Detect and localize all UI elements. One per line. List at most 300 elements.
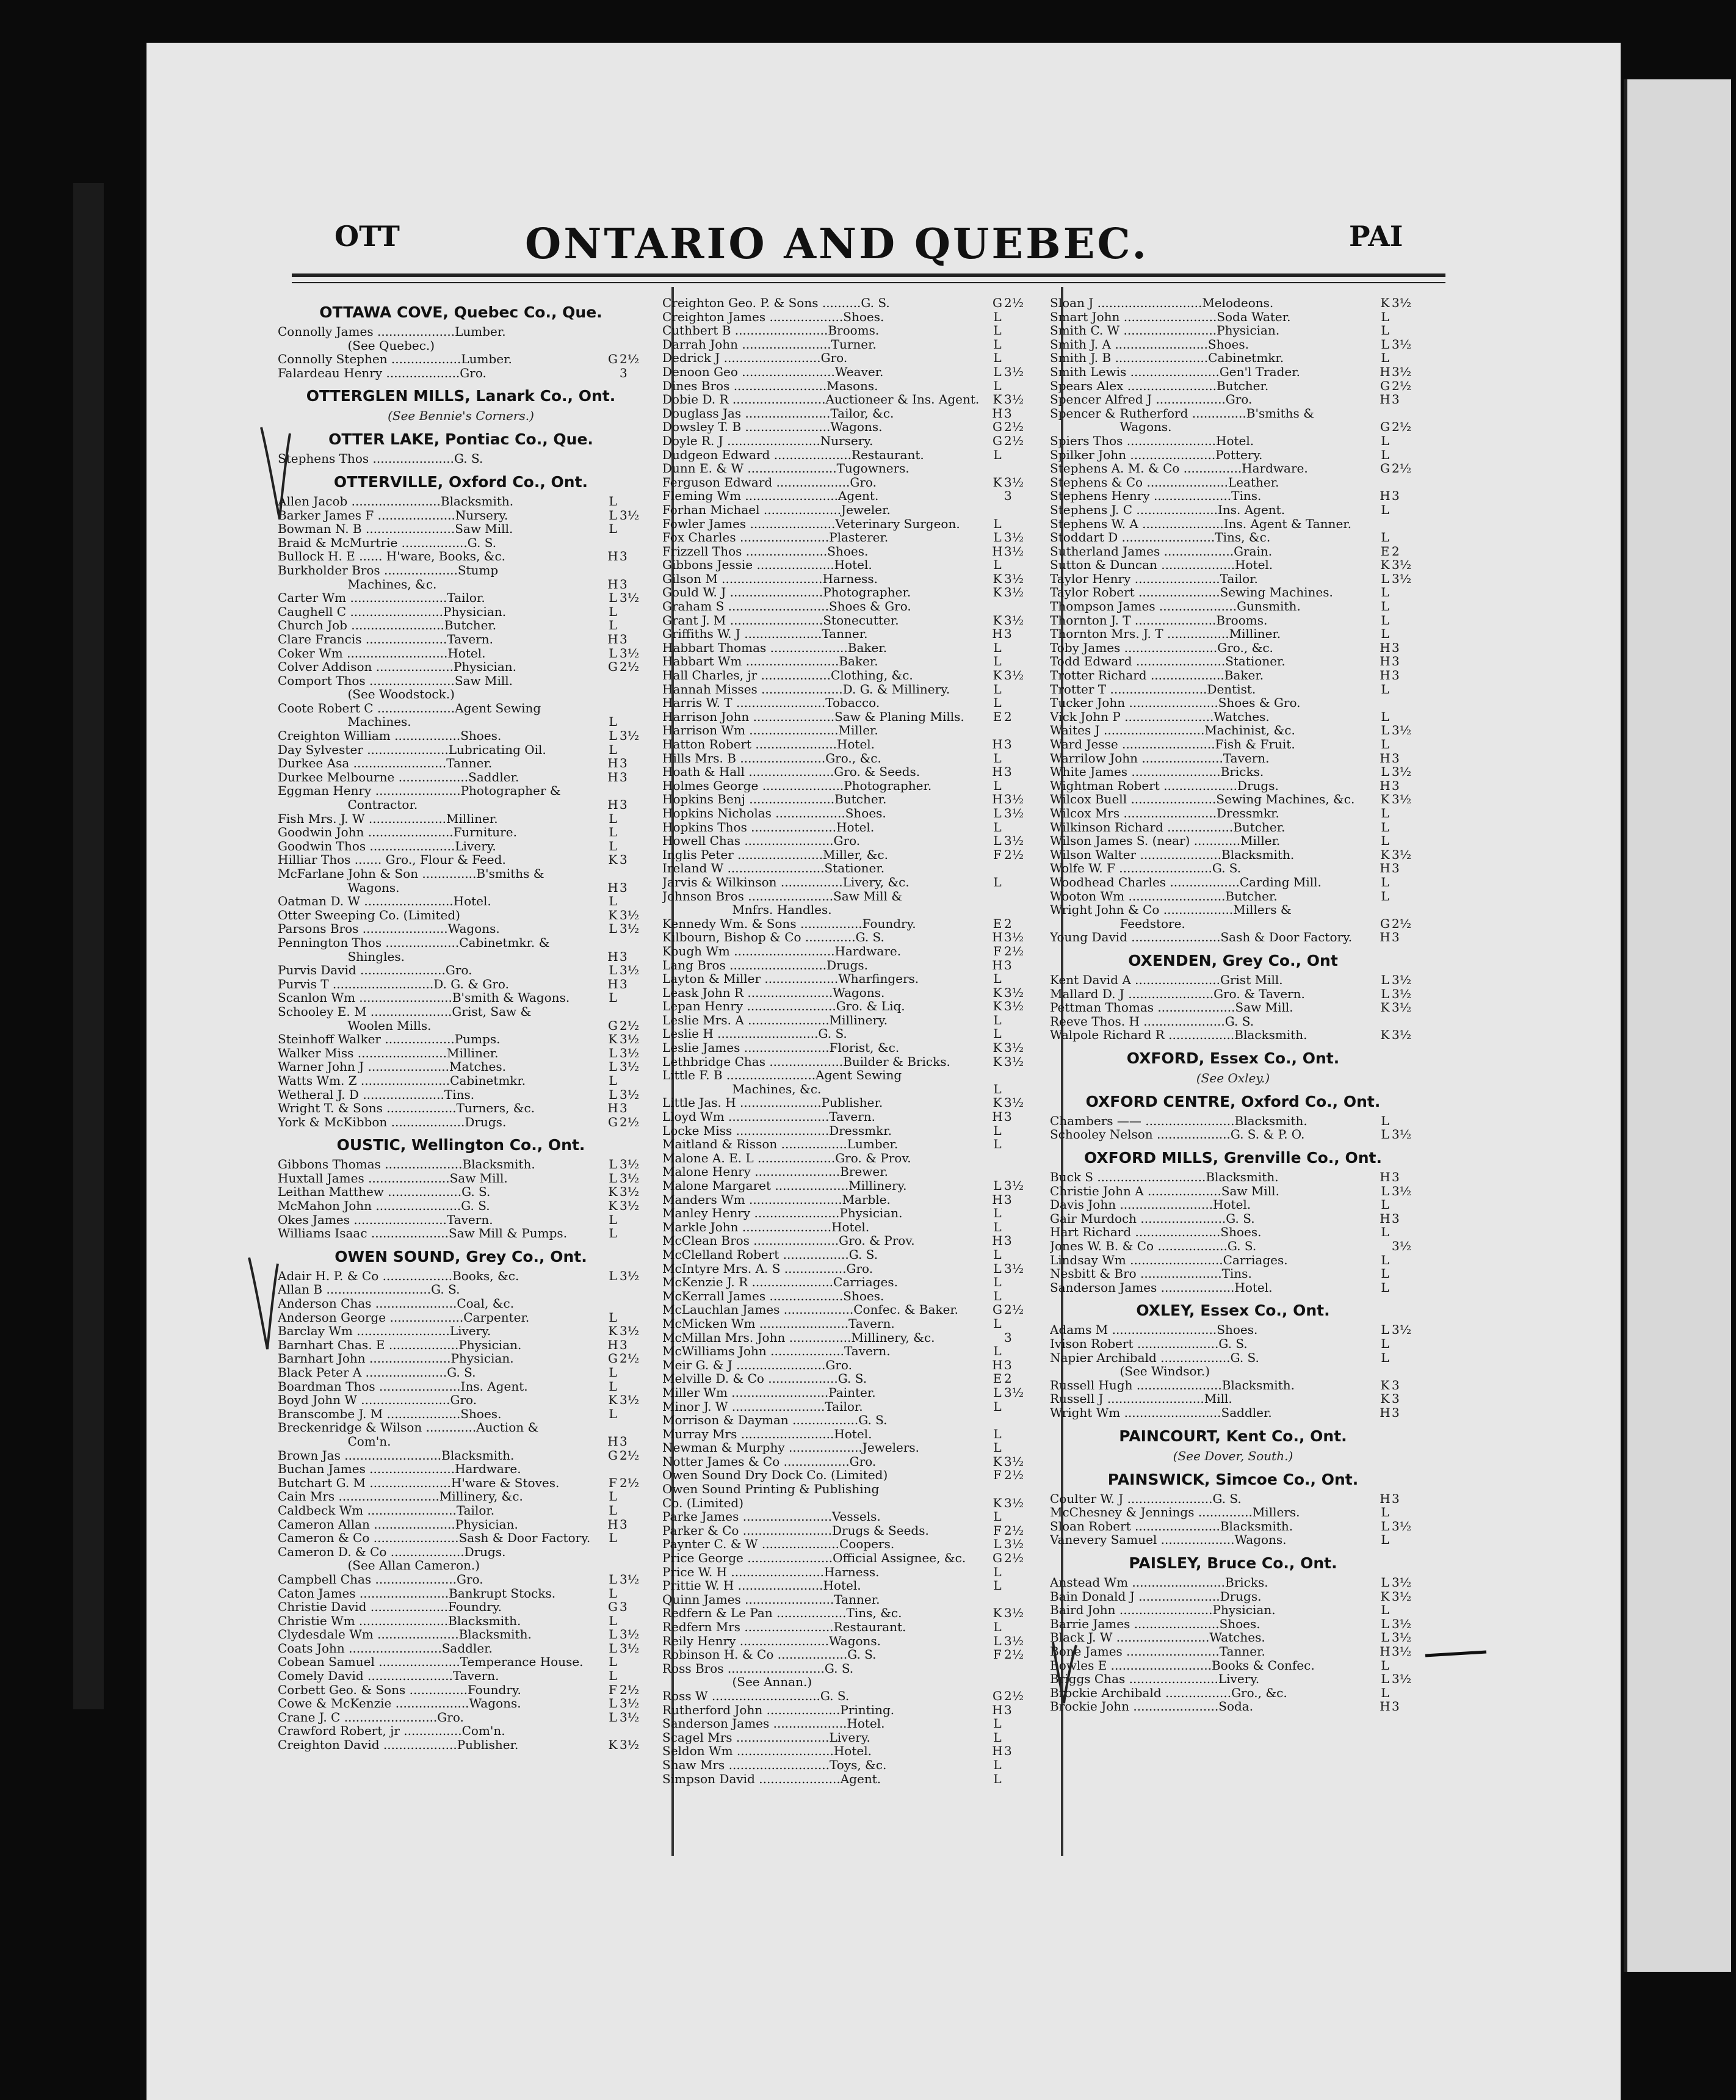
directory-entry (278, 1283, 644, 1297)
entry-name: Hopkins Nicholas .................. (662, 806, 845, 820)
entry-credit-class: L (609, 493, 617, 509)
directory-entry (278, 1407, 644, 1421)
directory-entry (278, 1393, 644, 1407)
entry-credit-class: G (608, 352, 618, 367)
entry-rating: 3½ (620, 1696, 640, 1711)
entry-business (460, 908, 606, 922)
entry-name: Brown Jas ......................... (278, 1448, 442, 1463)
entry-name: McKerrall James ................... (662, 1289, 844, 1303)
entry-business: Millinery, &c. (439, 1489, 523, 1504)
entry-name: Coats John ........................ (278, 1641, 442, 1656)
entry-rating: 2½ (1392, 378, 1412, 393)
directory-entry (1050, 1406, 1416, 1420)
entry-credit-class: L (609, 645, 617, 661)
directory-entry (662, 1648, 1029, 1662)
entry-rating (620, 1005, 644, 1019)
entry-business: (See Annan.) (732, 1675, 812, 1690)
entry-name: Thompson James .................... (1050, 599, 1237, 614)
entry-credit-class: L (609, 714, 617, 730)
entry-rating (1392, 710, 1416, 724)
entry-credit-class: K (1380, 847, 1390, 862)
entry-business: Cabinetmkr. (450, 1073, 526, 1088)
entry-credit-class: H (992, 405, 1003, 421)
entry-credit-class: G (608, 1114, 618, 1129)
directory-entry (662, 779, 1029, 793)
entry-credit-class: K (608, 1392, 618, 1408)
entry-name: Stephens Henry .................... (1050, 489, 1232, 503)
directory-entry (1050, 710, 1416, 724)
directory-entry (662, 517, 1029, 531)
entry-rating (620, 839, 644, 853)
entry-name: Gilson M .......................... (662, 571, 823, 586)
entry-credit-class: L (609, 1613, 617, 1628)
entry-name (662, 903, 732, 917)
entry-rating: 3½ (620, 907, 640, 922)
entry-business: Tins. (1221, 1266, 1252, 1281)
entry-rating: 3 (1004, 1702, 1012, 1717)
directory-entry (662, 999, 1029, 1013)
directory-entry (1050, 1617, 1416, 1631)
directory-entry (1050, 448, 1416, 462)
directory-entry (1050, 1239, 1416, 1253)
entry-name: Layton & Miller ................... (662, 972, 839, 986)
directory-entry (1050, 820, 1416, 835)
entry-rating: 3½ (1392, 1643, 1412, 1659)
entry-credit-class: L (993, 1012, 1002, 1027)
entry-name: Briggs Chas ....................... (1050, 1672, 1218, 1686)
entry-credit-class: L (609, 1585, 617, 1601)
handwritten-check-mark (244, 1251, 281, 1355)
directory-entry (278, 1005, 644, 1019)
entry-rating: 3½ (620, 645, 640, 661)
entry-rating: 3½ (620, 1045, 640, 1060)
directory-entry (278, 1435, 644, 1449)
entry-name: Harrison Wm ....................... (662, 723, 839, 737)
entry-credit-class: L (993, 1081, 1002, 1096)
entry-name: Wright Wm ......................... (1050, 1405, 1221, 1420)
entry-name: Stoddart D ........................ (1050, 530, 1215, 545)
entry-rating (620, 894, 644, 908)
entry-business: Butcher. (1225, 888, 1278, 903)
entry-business: Shoes. (843, 309, 884, 324)
entry-rating (1004, 1275, 1029, 1289)
entry-name: Waites J .......................... (1050, 723, 1205, 737)
entry-name: Malone Henry ...................... (662, 1165, 841, 1179)
entry-credit-class: L (1381, 1685, 1389, 1700)
directory-entry (1050, 1492, 1416, 1506)
entry-credit-class (606, 1283, 620, 1297)
entry-credit-class: L (1381, 1574, 1389, 1590)
entry-rating (1392, 1198, 1416, 1212)
directory-entry (662, 296, 1029, 310)
entry-credit-class: L (609, 618, 617, 633)
entry-name: Stephens A. M. & Co ............... (1050, 462, 1242, 476)
entry-rating: 2½ (620, 659, 640, 675)
entry-credit-class (1378, 1239, 1392, 1253)
entry-rating (620, 618, 644, 632)
entry-rating: 3½ (620, 728, 640, 744)
entry-rating: 2½ (1004, 419, 1024, 435)
entry-business: Baker. (1224, 668, 1264, 683)
entry-business: Gro. (450, 1392, 477, 1408)
entry-name: Bowman N. B ....................... (278, 522, 455, 536)
entry-rating (620, 1226, 644, 1240)
entry-credit-class: K (608, 1032, 618, 1047)
directory-entry (662, 903, 1029, 917)
entry-business: Dentist. (1207, 681, 1256, 697)
entry-name: Hopkins Thos ...................... (662, 820, 837, 835)
entry-rating (1004, 889, 1029, 903)
entry-business: Tins, &c. (1215, 530, 1271, 545)
entry-credit-class: L (1381, 1657, 1389, 1673)
entry-business: Wagons. (469, 1696, 521, 1711)
entry-business: Builder & Bricks. (843, 1054, 950, 1069)
entry-rating (1392, 737, 1416, 751)
entry-business: Hotel. (847, 1716, 885, 1731)
entry-name: Doyle R. J ........................ (662, 433, 820, 448)
entry-business: (See Allan Cameron.) (347, 1558, 480, 1573)
entry-name: Young David ....................... (1050, 930, 1221, 944)
entry-rating (1392, 448, 1416, 462)
entry-business: Publisher. (457, 1737, 519, 1753)
entry-rating (620, 743, 644, 757)
entry-credit-class: L (993, 874, 1002, 889)
entry-business: Hotel. (1235, 557, 1273, 573)
entry-business: Miller, &c. (823, 847, 888, 862)
entry-business: Blacksmith. (1220, 1518, 1293, 1533)
entry-rating (1004, 1124, 1029, 1138)
directory-entry (662, 1193, 1029, 1207)
town-heading: OWEN SOUND, Grey Co., Ont. (335, 1247, 587, 1265)
entry-name: Dudgeon Edward .................... (662, 447, 852, 462)
entry-credit-class: L (993, 1026, 1002, 1041)
entry-name: Stephens W. A ..................... (1050, 516, 1224, 531)
entry-business: Nursery. (820, 433, 873, 448)
entry-name: Brockie Archibald ................. (1050, 1685, 1232, 1700)
entry-rating (620, 1380, 644, 1394)
directory-entry (278, 1683, 644, 1697)
entry-business: Temperance House. (460, 1654, 584, 1670)
entry-credit-class: L (1381, 336, 1389, 352)
entry-business: Hotel. (1216, 433, 1254, 448)
entry-credit-class: L (993, 447, 1002, 462)
directory-entry (662, 420, 1029, 434)
entry-name: Anderson George ................... (278, 1310, 464, 1325)
entry-business: Photographer. (823, 585, 911, 600)
entry-name: Shaw Mrs .......................... (662, 1758, 830, 1772)
entry-name: Smith C. W ........................ (1050, 324, 1217, 338)
entry-rating: 3½ (620, 963, 640, 978)
directory-entry (1050, 489, 1416, 503)
entry-name: Cobean Samuel ..................... (278, 1655, 460, 1670)
entry-rating (620, 325, 644, 339)
entry-business: Wagons. (1234, 1532, 1287, 1548)
entry-credit-class: G (608, 1351, 618, 1366)
entry-business: Machines, &c. (732, 1081, 822, 1096)
directory-entry (662, 1400, 1029, 1414)
entry-credit-class: K (993, 668, 1002, 683)
adjacent-page-edge (1624, 79, 1731, 1972)
town-heading: PAINCOURT, Kent Co., Ont. (1119, 1427, 1347, 1445)
directory-entry (1050, 1351, 1416, 1365)
entry-name: Stephens Thos ..................... (278, 452, 454, 466)
entry-name: Stephens & Co ..................... (1050, 475, 1228, 490)
entry-name: Todd Edward ....................... (1050, 654, 1226, 669)
entry-credit-class (991, 903, 1004, 917)
entry-rating: 3 (1004, 626, 1012, 642)
entry-business: Wagons. (828, 1633, 881, 1648)
entry-rating: 3 (1004, 1233, 1012, 1248)
entry-credit-class: L (609, 921, 617, 936)
entry-rating: 3½ (1004, 1454, 1024, 1469)
entry-business: Blacksmith. (1234, 1113, 1307, 1128)
entry-credit-class: H (1380, 1405, 1391, 1420)
directory-entry (278, 591, 644, 605)
entry-credit-class (991, 1482, 1004, 1496)
directory-entry (278, 687, 644, 701)
entry-business: Publisher. (821, 1095, 883, 1110)
directory-entry (1050, 476, 1416, 490)
entry-business: Tailor, &c. (830, 405, 894, 421)
entry-credit-class (606, 784, 620, 798)
entry-rating (1004, 972, 1029, 986)
directory-entry (662, 558, 1029, 572)
entry-name (278, 798, 347, 812)
entry-rating: 3 (620, 1337, 627, 1352)
directory-entry (278, 452, 644, 466)
entry-credit-class: H (607, 949, 618, 964)
entry-business: Plasterer. (829, 530, 889, 545)
entry-credit-class: L (993, 681, 1002, 697)
entry-rating (1392, 903, 1416, 917)
entry-name: Crawford Robert, jr ............... (278, 1724, 462, 1739)
entry-name: Black J. W ........................ (1050, 1631, 1210, 1645)
entry-credit-class: K (608, 1184, 618, 1200)
entry-name: Anderson Chas ..................... (278, 1297, 457, 1311)
entry-name: Boardman Thos ..................... (278, 1379, 461, 1394)
entry-rating: 3 (1392, 861, 1400, 876)
directory-entry (278, 1297, 644, 1311)
entry-rating (1004, 462, 1029, 476)
entry-rating (620, 605, 644, 619)
entry-name: Darrah John ....................... (662, 337, 831, 352)
entry-business: Machines, &c. (347, 576, 437, 592)
directory-entry (662, 696, 1029, 710)
entry-name: Wilcox Mrs ........................ (1050, 806, 1217, 820)
entry-name: Kennedy Wm. & Sons ................ (662, 916, 863, 931)
entry-name: Locke Miss ........................ (662, 1123, 830, 1138)
entry-credit-class (606, 687, 620, 701)
entry-credit-class: K (993, 1095, 1002, 1110)
entry-business: G. S. (1218, 1336, 1248, 1351)
entry-credit-class: L (993, 1385, 1002, 1400)
directory-entry (1050, 1198, 1416, 1212)
entry-name: Wilkinson Richard ................. (1050, 820, 1234, 835)
entry-rating: 3 (1392, 750, 1400, 766)
entry-rating (1004, 1317, 1029, 1331)
entry-name: Burkholder Bros ................... (278, 563, 458, 578)
entry-business: Saw Mill. (454, 673, 513, 688)
directory-entry (1050, 723, 1416, 737)
entry-credit-class: L (1381, 874, 1389, 889)
entry-name: Ward Jesse ........................ (1050, 737, 1215, 751)
entry-credit-class: G (993, 433, 1002, 448)
entry-credit-class: H (992, 1702, 1003, 1717)
entry-rating (620, 936, 644, 950)
entry-rating (1004, 1717, 1029, 1731)
entry-name: Gair Murdoch ...................... (1050, 1211, 1226, 1226)
entry-credit-class: L (1381, 1532, 1389, 1548)
entry-business: Marble. (842, 1192, 891, 1207)
entry-rating (620, 1462, 644, 1476)
entry-rating: 3½ (1004, 1633, 1024, 1648)
entry-credit-class: H (992, 1743, 1003, 1759)
entry-business: Tanner. (1219, 1643, 1265, 1659)
entry-business (505, 549, 606, 563)
entry-business: D. G. & Gro. (433, 976, 509, 991)
directory-entry (662, 834, 1029, 848)
entry-rating: 3½ (1004, 1537, 1024, 1552)
entry-business: Physician. (450, 1351, 514, 1366)
entry-credit-class: L (1381, 737, 1389, 751)
directory-entry (278, 798, 644, 812)
entry-credit-class: L (609, 1170, 617, 1186)
directory-entry (278, 867, 644, 881)
entry-rating (1004, 1620, 1029, 1634)
entry-business: G. S. (461, 1198, 490, 1214)
entry-business: Livery. (1218, 1671, 1260, 1687)
entry-name: Lang Bros ......................... (662, 958, 827, 972)
town-heading: OXENDEN, Grey Co., Ont (1128, 951, 1338, 969)
entry-name: Watts Wm. Z ....................... (278, 1073, 450, 1088)
directory-entry (662, 1165, 1029, 1179)
entry-rating: 3½ (620, 1059, 640, 1074)
entry-credit-class (991, 1331, 1004, 1345)
entry-business: Lumber. (455, 324, 506, 339)
entry-business: Vessels. (831, 1509, 881, 1524)
directory-entry (662, 1662, 1029, 1676)
directory-entry (278, 1380, 644, 1394)
entry-name (278, 1435, 347, 1449)
entry-name: Harrison John ..................... (662, 709, 835, 724)
entry-name: Boyd John W ....................... (278, 1393, 450, 1407)
entry-rating: 3 (1004, 1357, 1012, 1372)
entry-credit-class: H (992, 930, 1003, 945)
entry-name: Hart Richard ...................... (1050, 1225, 1221, 1240)
entry-name: Co. (Limited) (662, 1496, 744, 1510)
entry-rating (1392, 324, 1416, 338)
entry-name: Barnhart Chas. E .................. (278, 1338, 459, 1352)
directory-entry (278, 1449, 644, 1463)
directory-entry (662, 944, 1029, 958)
entry-name: Stephens J. C ..................... (1050, 502, 1218, 517)
entry-name: Spilker John ...................... (1050, 447, 1216, 462)
entry-credit-class: L (609, 1309, 617, 1325)
directory-entry (662, 861, 1029, 875)
entry-rating (1004, 779, 1029, 793)
entry-business: Hotel. (836, 737, 875, 751)
directory-entry (662, 1275, 1029, 1289)
directory-entry (278, 1338, 644, 1352)
entry-business: Bricks. (1225, 1574, 1268, 1590)
entry-credit-class: H (992, 737, 1003, 751)
entry-rating: 2½ (620, 1114, 640, 1129)
entry-credit-class: H (992, 1192, 1003, 1207)
entry-rating: 3½ (1392, 1518, 1412, 1533)
directory-entry (1050, 338, 1416, 352)
entry-name (278, 881, 347, 895)
directory-entry (278, 605, 644, 619)
entry-credit-class (606, 674, 620, 688)
entry-name: Kent David A ...................... (1050, 972, 1220, 987)
entry-credit-class: L (609, 1212, 617, 1227)
entry-rating (1004, 1772, 1029, 1786)
entry-name: Barnhart John ..................... (278, 1352, 451, 1366)
entry-rating (1392, 1281, 1416, 1295)
directory-entry (662, 1358, 1029, 1372)
directory-entry (278, 1226, 644, 1240)
directory-entry (1050, 1686, 1416, 1700)
directory-entry (278, 494, 644, 509)
entry-business: Blacksmith. (462, 1157, 535, 1172)
entry-rating: 3 (1392, 1391, 1400, 1407)
directory-entry (662, 848, 1029, 862)
entry-rating: 3 (1392, 1211, 1400, 1226)
entry-credit-class: G (993, 295, 1002, 310)
entry-business: Shoes. (1220, 1225, 1262, 1240)
entry-business: Soda. (1218, 1699, 1254, 1714)
entry-name: Leithan Matthew ................... (278, 1185, 462, 1200)
directory-entry (662, 545, 1029, 559)
entry-name: Clydesdale Wm ..................... (278, 1628, 459, 1642)
directory-entry (662, 1551, 1029, 1565)
entry-credit-class: L (609, 1378, 617, 1394)
directory-entry (662, 930, 1029, 944)
entry-name: Lloyd Wm .......................... (662, 1110, 830, 1124)
entry-name: Markle John ....................... (662, 1220, 832, 1234)
entry-rating: 3½ (1004, 1495, 1024, 1510)
entry-rating: 3 (1392, 668, 1400, 683)
entry-name: Braid & McMurtrie ................. (278, 535, 468, 550)
entry-name: Coker Wm .......................... (278, 646, 448, 661)
entry-rating (620, 701, 644, 715)
directory-entry (278, 756, 644, 770)
entry-rating (1392, 351, 1416, 365)
directory-entry (662, 572, 1029, 586)
entry-credit-class: K (993, 985, 1002, 1000)
entry-name: Purvis T .......................... (278, 977, 434, 991)
entry-name: Goodwin John ...................... (278, 825, 454, 839)
entry-credit-class: L (609, 1627, 617, 1642)
entry-rating (1004, 1593, 1029, 1607)
directory-entry (662, 1027, 1029, 1041)
directory-entry (1050, 806, 1416, 820)
entry-business: Hotel. (823, 1578, 861, 1593)
directory-entry (662, 1731, 1029, 1745)
entry-business: Millers. (1252, 1505, 1300, 1520)
entry-name: Prittie W. H ...................... (662, 1579, 823, 1593)
entry-rating: 3½ (620, 1640, 640, 1656)
directory-entry (278, 922, 644, 936)
entry-credit-class (606, 563, 620, 578)
entry-name: McKenzie J. R ..................... (662, 1275, 834, 1289)
entry-credit-class: H (607, 1337, 618, 1352)
directory-entry (1050, 1281, 1416, 1295)
entry-credit-class: K (993, 474, 1002, 490)
entry-business: Stationer. (1225, 654, 1286, 669)
entry-credit-class: L (609, 1087, 617, 1102)
directory-entry (1050, 351, 1416, 365)
